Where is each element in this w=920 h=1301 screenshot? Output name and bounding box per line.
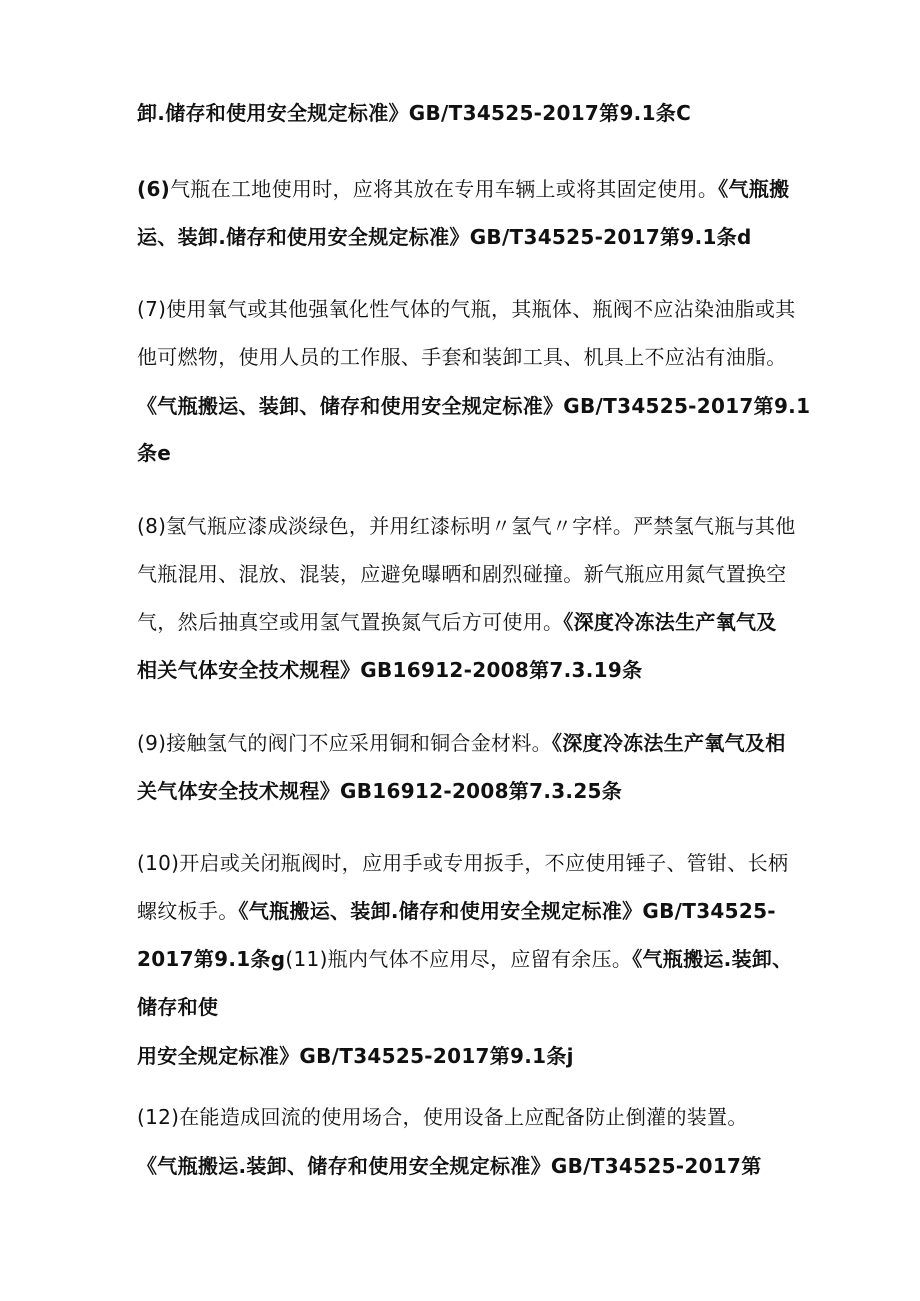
text-line — [137, 296, 796, 322]
text-line — [137, 440, 171, 466]
text-line — [137, 657, 642, 683]
text-span: 《气瓶搬运、装卸.储存和使用安全规定标准》GB/T34525- — [238, 899, 776, 923]
text-span: 《气瓶搬 — [718, 177, 790, 201]
text-span: 《气瓶搬运.装卸、储存和使用安全规定标准》GB/T34525-2017第 — [137, 1154, 762, 1178]
text-line — [137, 513, 796, 539]
text-span: (6) — [137, 177, 171, 201]
text-span: (10)开启或关闭瓶阀时，应用手或专用扳手，不应使用锤子、管钳、长柄 — [137, 851, 789, 875]
text-span: 《气瓶搬运、装卸、储存和使用安全规定标准》GB/T34525-2017第9.1 — [137, 394, 811, 418]
text-line — [137, 561, 787, 587]
text-span: 螺纹板手。 — [137, 899, 239, 923]
text-span: (7)使用氧气或其他强氧化性气体的气瓶，其瓶体、瓶阀不应沾染油脂或其 — [137, 297, 796, 321]
text-span: 2017第9.1条g — [137, 947, 286, 971]
text-line — [137, 994, 218, 1020]
text-line — [137, 1153, 762, 1179]
text-span: 用安全规定标准》GB/T34525-2017第9.1条j — [137, 1044, 574, 1068]
text-span: 《深度冷冻法生产氧气及 — [563, 610, 777, 634]
text-span: 他可燃物，使用人员的工作服、手套和装卸工具、机具上不应沾有油脂。 — [137, 345, 787, 369]
text-span: 储存和使 — [137, 995, 219, 1019]
text-span: 《气瓶搬运.装卸、 — [632, 947, 793, 971]
text-span: 相关气体安全技术规程》GB16912-2008第7.3.19条 — [137, 658, 643, 682]
text-span: 卸.储存和使用安全规定标准》GB/T34525-2017第9.1条C — [137, 101, 692, 125]
text-line — [137, 1104, 748, 1130]
text-line — [137, 100, 691, 126]
text-line — [137, 224, 752, 250]
text-span: 气瓶在工地使用时，应将其放在专用车辆上或将其固定使用。 — [170, 177, 719, 201]
text-span: (12)在能造成回流的使用场合，使用设备上应配备防止倒灌的装置。 — [137, 1105, 748, 1129]
text-line — [137, 946, 793, 972]
text-line — [137, 609, 777, 635]
text-span: 《深度冷冻法生产氧气及相 — [551, 731, 786, 755]
text-span: 气，然后抽真空或用氢气置换氮气后方可使用。 — [137, 610, 564, 634]
text-line — [137, 176, 789, 202]
text-line — [137, 778, 622, 804]
text-line — [137, 393, 810, 419]
text-span: (9)接触氢气的阀门不应采用铜和铜合金材料。 — [137, 731, 552, 755]
text-span: 关气体安全技术规程》GB16912-2008第7.3.25条 — [137, 779, 623, 803]
text-line — [137, 1043, 574, 1069]
text-line — [137, 344, 787, 370]
text-span: 条e — [137, 441, 172, 465]
text-span: 气瓶混用、混放、混装，应避免曝晒和剧烈碰撞。新气瓶应用氮气置换空 — [137, 562, 787, 586]
text-line — [137, 730, 786, 756]
text-span: 运、装卸.储存和使用安全规定标准》GB/T34525-2017第9.1条d — [137, 225, 752, 249]
text-span: (8)氢气瓶应漆成淡绿色，并用红漆标明〃氢气〃字样。严禁氢气瓶与其他 — [137, 514, 796, 538]
text-line — [137, 850, 788, 876]
text-span: (11)瓶内气体不应用尽，应留有余压。 — [285, 947, 633, 971]
text-line — [137, 898, 776, 924]
